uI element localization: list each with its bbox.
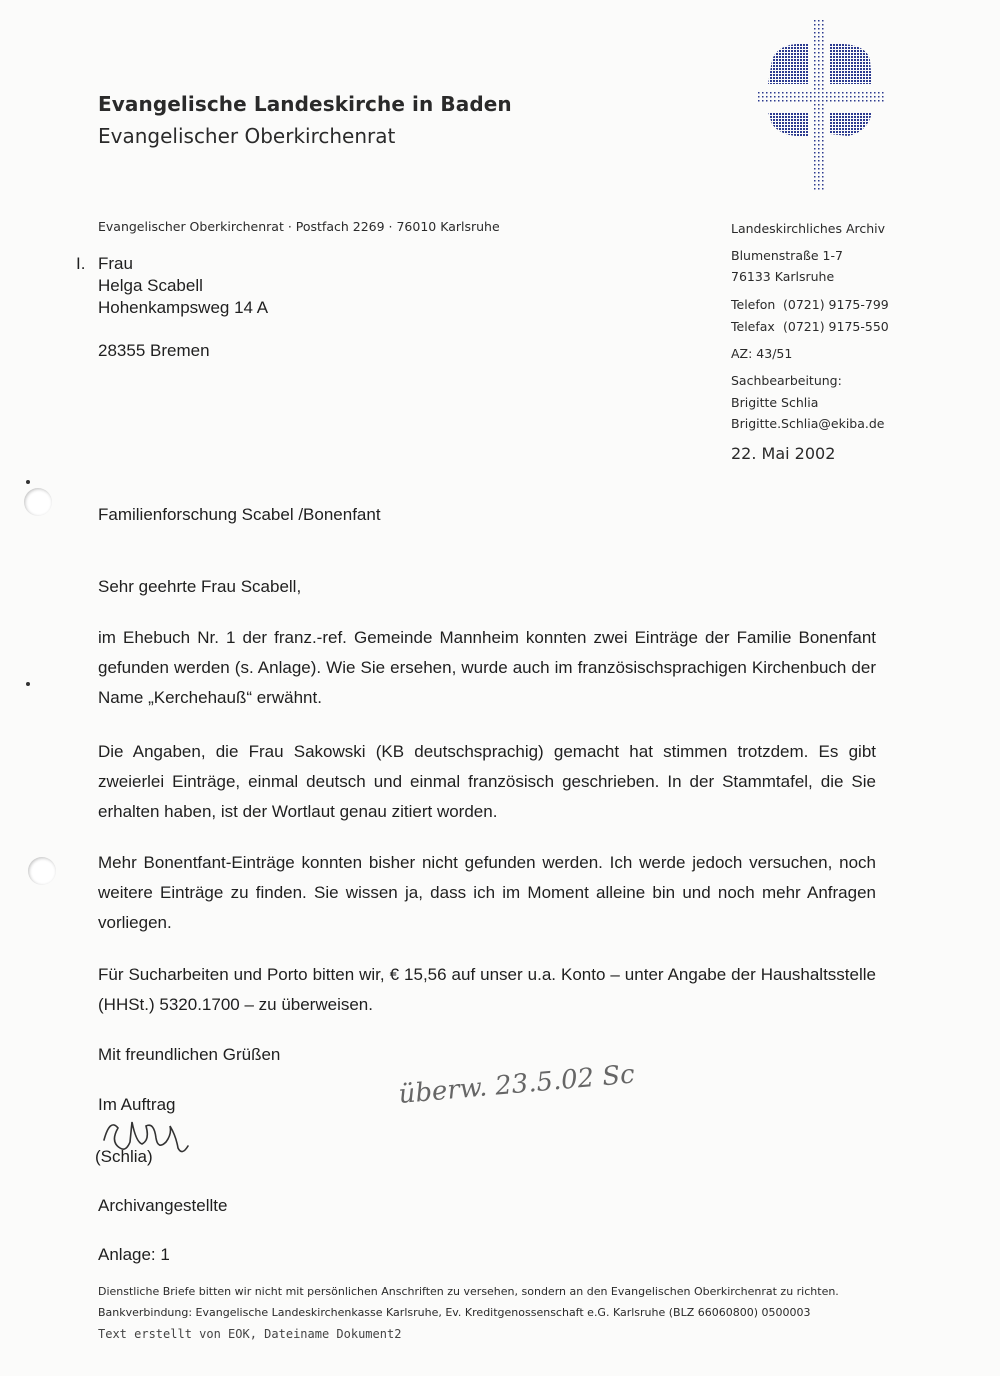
paragraph-2: Die Angaben, die Frau Sakowski (KB deutschsprachig) gemacht hat stimmen trotzdem. Es gibt zweierlei Einträge, einmal deutsch und einmal französisch geschrieben. In der Stammtafel, die Sie erhalten haben, ist der Wortlaut genau zitiert worden. [98, 742, 876, 821]
recipient-city: 28355 Bremen [98, 341, 210, 360]
sidebar-fax-label: Telefax [731, 319, 775, 334]
recipient-street: Hohenkampsweg 14 A [98, 298, 269, 317]
sidebar-handler-name: Brigitte Schlia [731, 395, 819, 410]
paragraph-4: Für Sucharbeiten und Porto bitten wir, € 15,56 auf unser u.a. Konto – unter Angabe der Haushaltsstelle (HHSt.) 5320.1700 – zu überweisen. [98, 965, 876, 1014]
letter-date: 22. Mai 2002 [731, 444, 836, 463]
sidebar-handler-label: Sachbearbeitung: [731, 373, 842, 388]
footer-system-line: Text erstellt von EOK, Dateiname Dokument2 [98, 1327, 402, 1341]
signer-role: Archivangestellte [98, 1196, 228, 1215]
paragraph-3: Mehr Bonentfant-Einträge konnten bisher nicht gefunden werden. Ich werde jedoch versuchen, noch weitere Einträge zu finden. Sie wissen ja, dass ich im Moment alleine bin und noch mehr Anfragen vorliegen. [98, 853, 876, 932]
sidebar-city: 76133 Karlsruhe [731, 269, 835, 284]
org-name: Evangelische Landeskirche in Baden [98, 92, 512, 116]
enclosure-note: Anlage: 1 [98, 1245, 170, 1264]
paragraph-1: im Ehebuch Nr. 1 der franz.-ref. Gemeinde Mannheim konnten zwei Einträge der Familie Bonenfant gefunden werden (s. Anlage). Wie Sie ersehen, wurde auch im französischsprachigen Kirchenbuch der Name „Kerchehauß“ erwähnt. [98, 628, 876, 707]
margin-dot [26, 480, 30, 484]
sidebar-phone: (0721) 9175-799 [783, 297, 889, 312]
sidebar-reference: AZ: 43/51 [731, 346, 793, 361]
recipient-name: Helga Scabell [98, 276, 203, 295]
handwritten-signature [96, 1112, 196, 1162]
punch-hole-top [24, 488, 52, 516]
footer-notice: Dienstliche Briefe bitten wir nicht mit persönlichen Anschriften zu versehen, sondern an den Evangelischen Oberkirchenrat zu richten. [98, 1285, 839, 1298]
recipient-salutation: Frau [98, 254, 133, 273]
letter-subject: Familienforschung Scabel /Bonenfant [98, 505, 381, 524]
sidebar-handler-email: Brigitte.Schlia@ekiba.de [731, 416, 885, 431]
im-auftrag: Im Auftrag [98, 1095, 176, 1114]
margin-dot [26, 682, 30, 686]
sidebar-department: Landeskirchliches Archiv [731, 221, 886, 236]
letter-greeting: Sehr geehrte Frau Scabell, [98, 577, 302, 596]
org-subtitle: Evangelischer Oberkirchenrat [98, 124, 396, 148]
footer-bank-details: Bankverbindung: Evangelische Landeskirchenkasse Karlsruhe, Ev. Kreditgenossenschaft e.G. Karlsruhe (BLZ 66060800) 0500003 [98, 1306, 811, 1319]
signer-name: (Schlia) [95, 1147, 153, 1166]
closing-phrase: Mit freundlichen Grüßen [98, 1045, 281, 1064]
cross-logo-icon [758, 20, 888, 195]
sidebar-street: Blumenstraße 1-7 [731, 248, 843, 263]
sidebar-fax: (0721) 9175-550 [783, 319, 889, 334]
sidebar-phone-label: Telefon [731, 297, 776, 312]
recipient-marker: I. [76, 254, 86, 273]
sender-return-address: Evangelischer Oberkirchenrat · Postfach 2269 · 76010 Karlsruhe [98, 219, 500, 234]
punch-hole-bottom [28, 857, 56, 885]
handwritten-payment-note: überw. 23.5.02 Sc [397, 1059, 636, 1110]
